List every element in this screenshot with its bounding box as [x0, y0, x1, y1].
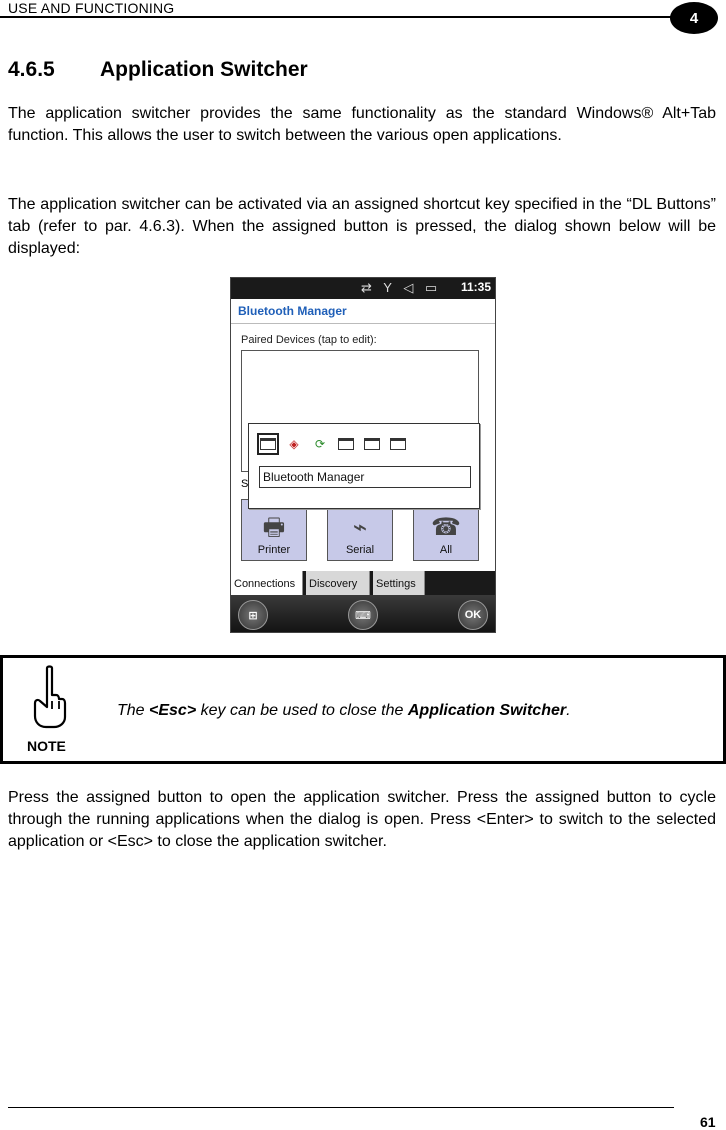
windows-icon: ⊞	[248, 609, 258, 622]
status-icons: ⇄ Y ◁ ▭	[361, 280, 442, 295]
pointing-hand-icon	[30, 665, 70, 729]
printer-button-label: Printer	[257, 544, 291, 556]
sync-icon[interactable]: ⟳	[314, 437, 326, 451]
printer-icon: 🖶	[262, 514, 286, 541]
status-bar	[231, 278, 495, 299]
section-number: 4.6.5	[8, 58, 55, 81]
section-title: Application Switcher	[100, 58, 308, 81]
soft-key-bar	[231, 595, 495, 633]
app-switcher-ref: Application Switcher	[407, 702, 567, 719]
note-text: The <Esc> key can be used to close the Application Switcher.	[117, 702, 571, 719]
note-box	[0, 655, 726, 764]
tab-connections[interactable]: Connections	[231, 571, 303, 595]
keyboard-icon: ⌨	[355, 609, 371, 622]
esc-key-ref: <Esc>	[149, 702, 197, 719]
all-devices-icon: ☎	[431, 514, 461, 541]
running-header: USE AND FUNCTIONING	[8, 0, 175, 16]
bluetooth-icon[interactable]: ◈	[289, 437, 299, 451]
page-number: 61	[700, 1114, 716, 1130]
chapter-badge: 4	[670, 2, 718, 34]
tab-strip	[231, 571, 495, 595]
window-icon[interactable]	[387, 433, 409, 455]
note-label: NOTE	[27, 738, 66, 754]
switcher-app-icons	[257, 433, 409, 455]
window-icon[interactable]	[335, 433, 357, 455]
paragraph-usage: Press the assigned button to open the application switcher. Press the assigned button to cycle through the running applications when the dialog is open. Press <Enter> to switch to the selected application or <Esc> to close the application switcher.	[8, 789, 716, 850]
paired-devices-label: Paired Devices (tap to edit):	[241, 334, 377, 346]
selected-app-name: Bluetooth Manager	[259, 466, 471, 488]
app-title: Bluetooth Manager	[231, 299, 495, 324]
status-clock: 11:35	[460, 280, 491, 294]
ok-button[interactable]: OK	[458, 600, 488, 630]
footer-rule	[8, 1107, 674, 1108]
all-button-label: All	[439, 544, 453, 556]
window-icon[interactable]	[361, 433, 383, 455]
section-heading	[8, 58, 308, 82]
device-screenshot	[230, 277, 496, 633]
application-switcher-dialog	[248, 423, 480, 509]
obscured-label-fragment: S	[241, 478, 249, 490]
tab-settings[interactable]: Settings	[373, 571, 425, 595]
tab-discovery[interactable]: Discovery	[306, 571, 370, 595]
start-button[interactable]	[238, 600, 268, 630]
serial-icon: ⌁	[352, 514, 368, 541]
keyboard-button[interactable]	[348, 600, 378, 630]
window-icon[interactable]	[257, 433, 279, 455]
paragraph-intro: The application switcher provides the same functionality as the standard Windows® Alt+Tab function. This allows the user to switch between the various open applications.	[8, 105, 716, 144]
serial-button-label: Serial	[345, 544, 375, 556]
header-rule	[0, 16, 672, 18]
paragraph-activation: The application switcher can be activated via an assigned shortcut key specified in the “DL Buttons” tab (refer to par. 4.6.3). When the assigned button is pressed, the dialog shown below will be displayed:	[8, 196, 716, 257]
